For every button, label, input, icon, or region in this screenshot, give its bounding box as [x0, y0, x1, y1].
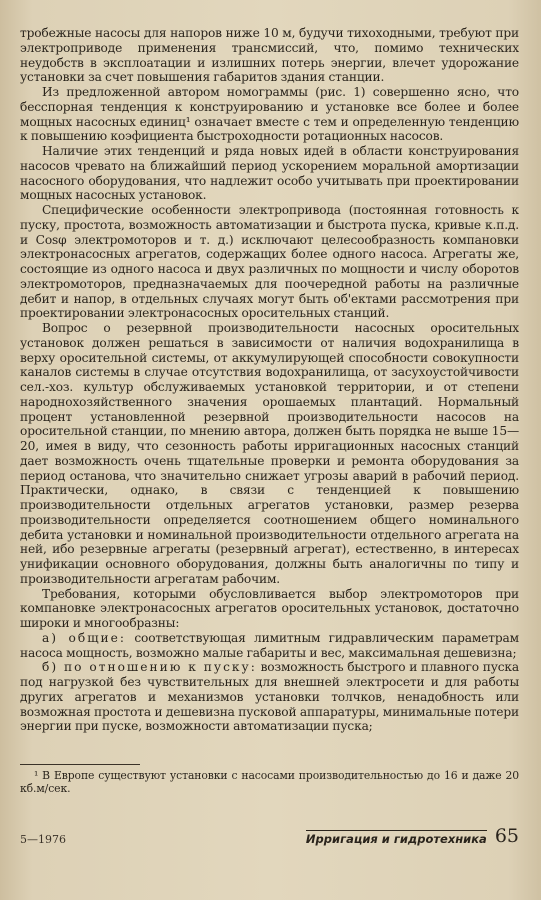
list-item-starting [20, 660, 519, 734]
running-head: Ирригация и гидротехника [305, 832, 487, 846]
body-text [20, 26, 519, 734]
list-text: соответствующая лимитным гидравлическим параметрам насоса мощность, возможно малые габариты и вес, максимальная дешевизна; [20, 630, 519, 660]
page-footer [20, 822, 519, 846]
list-marker: а) общие: [42, 630, 126, 645]
paragraph-reserve-capacity: Вопрос о резервной производительности насосных оросительных установок должен решаться в зависимости от наличия водохранилища в верху оросительной системы, от аккумулирующей способности совокупности каналов системы в случае отсутствия водохранилища, от засухоустойчивости сел.-хоз. культур обслуживаемых установкой территории, и от степени народнохозяйственного значения орошаемых плантаций. Нормальный процент установленной резервной производительности насосов на оросительной станции, по мнению автора, должен быть порядка не выше 15—20, имея в виду, что сезонность работы ирригационных насосных станций дает возможность очень тщательные проверки и ремонта оборудования за период останова, что значительно снижает угрозы аварий в рабочий период. Практически, однако, в связи с тенденцией к повышению производительности отдельных агрегатов установки, размер резерва производительности определяется соотношением общего номинального дебита установки и номинальной производительности отдельного агрегата на ней, ибо резервные агрегаты (резервный агрегат), естественно, в интересах унификации основного оборудования, должны быть аналогичны по типу и производительности агрегатам рабочим. [20, 321, 519, 586]
paragraph-amortization: Наличие этих тенденций и ряда новых идей в области конструирования насосов чревато на ближайший период ускорением моральной амортизации насосного оборудования, что надлежит особо учитывать при проектировании мощных насосных установок. [20, 144, 519, 203]
paragraph-nomogram: Из предложенной автором номограммы (рис. 1) совершенно ясно, что бесспорная тенденция к конструированию и установке все более и более мощных насосных единиц¹ означает вместе с тем и определенную тенденцию к повышению коэфициента быстроходности ротационных насосов. [20, 85, 519, 144]
signature-code: 5—1976 [20, 833, 66, 846]
footer-right [306, 827, 519, 846]
paragraph-electric-drive: Специфические особенности электропривода (постоянная готовность к пуску, простота, возможность автоматизации и быстрота пуска, кривые к.п.д. и Cosφ электромоторов и т. д.) исключают целесообразность компановки электронасосных агрегатов, содержащих более одного насоса. Агрегаты же, состоящие из одного насоса и двух различных по мощности и числу оборотов электромоторов, предназначаемых для поочередной работы на различные дебит и напор, в отдельных случаях могут быть об'ектами рассмотрения при проектировании электронасосных оросительных станций. [20, 203, 519, 321]
footnote-divider [20, 764, 140, 765]
list-item-general [20, 631, 519, 661]
paragraph-pump-speed: тробежные насосы для напоров ниже 10 м, будучи тихоходными, требуют при электроприводе применения трансмиссий, что, помимо технических неудобств в эксплоатации и излишних потерь энергии, влечет удорожание установки за счет повышения габаритов здания станции. [20, 26, 519, 85]
list-marker: б) по отношению к пуску: [42, 660, 257, 675]
footnote: ¹ В Европе существуют установки с насосами производительностью до 16 и даже 20 кб.м/сек. [20, 769, 519, 795]
page-number: 65 [494, 825, 519, 847]
list-text: возможность быстрого и плавного пуска под нагрузкой без чувствительных для внешней электросети и для работы других агрегатов и механизмов установки толчков, ненадобность или возможная простота и дешевизна пусковой аппаратуры, минимальные потери энергии при пуске, возможности автоматизации пуска; [20, 660, 519, 734]
paragraph-motor-requirements: Требования, которыми обусловливается выбор электромоторов при компановке электронасосных агрегатов оросительных установок, достаточно широки и многообразны: [20, 586, 519, 630]
